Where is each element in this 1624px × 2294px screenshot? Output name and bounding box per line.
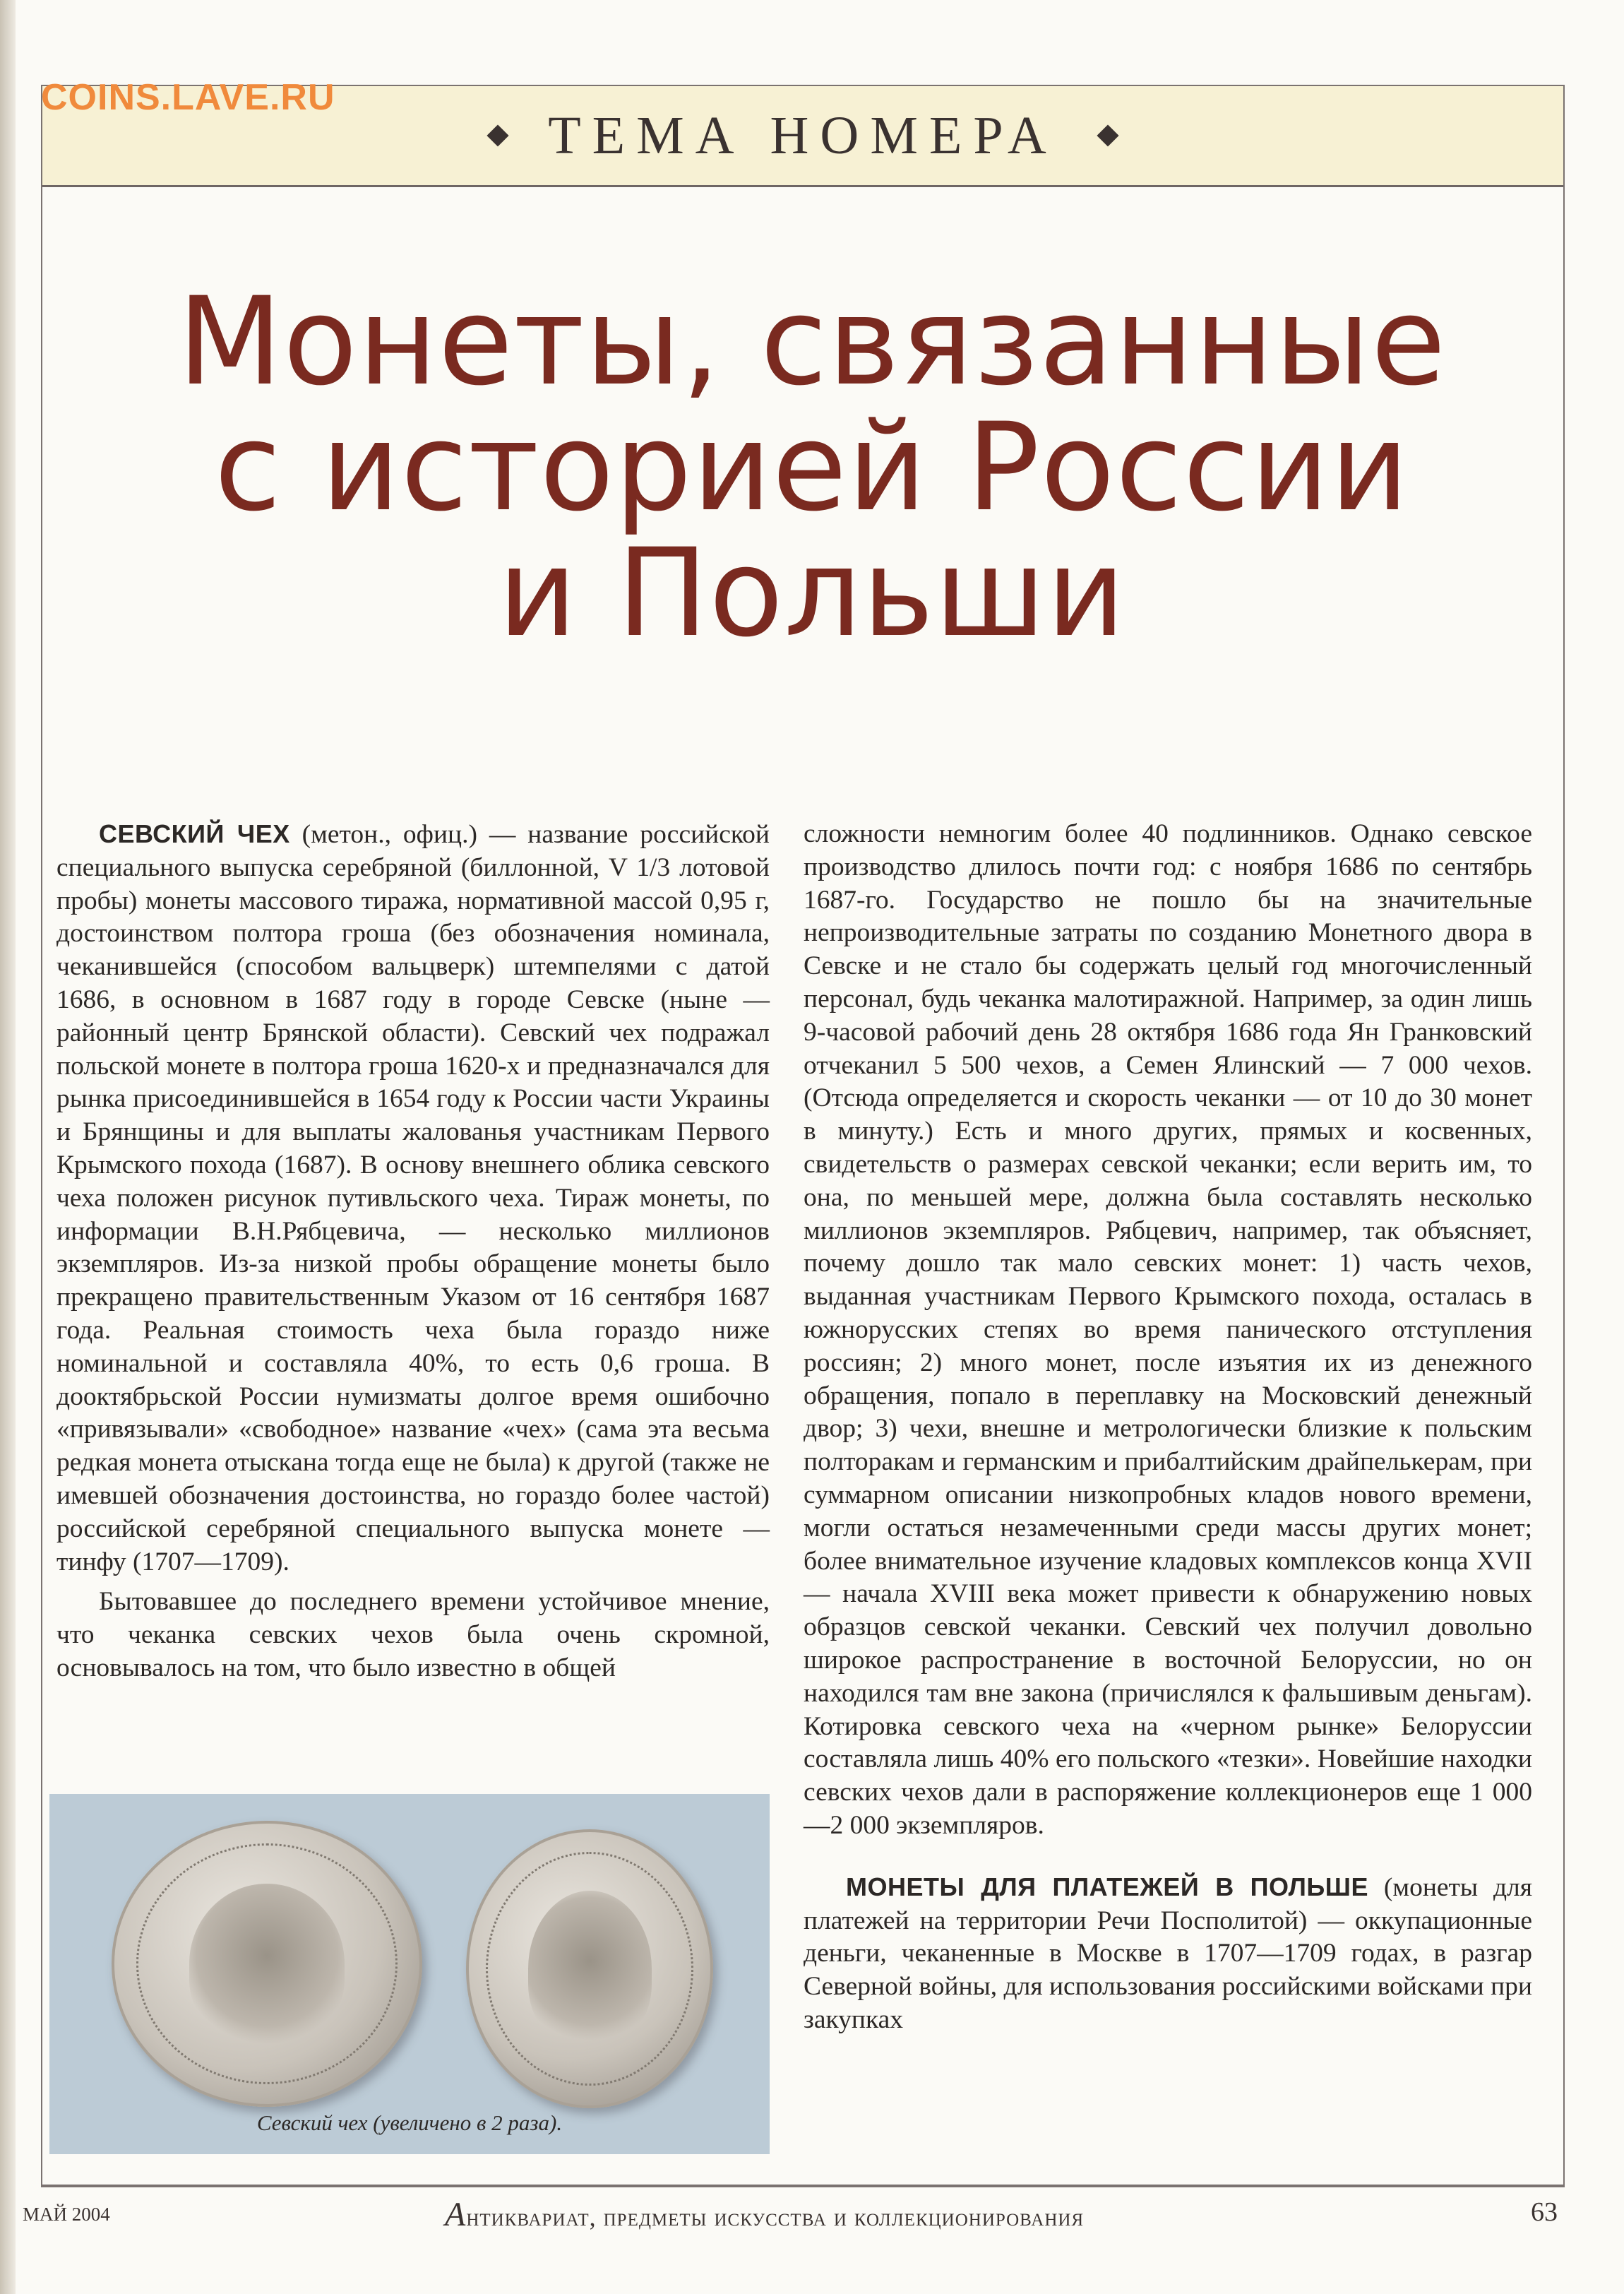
magazine-name-initial: А: [445, 2196, 467, 2233]
diamond-ornament-left: [487, 124, 509, 146]
coin-reverse-image: [466, 1829, 713, 2108]
coin-photo: [49, 1794, 770, 2154]
text-column-left: [56, 818, 770, 1685]
article-paragraph: [804, 1871, 1532, 2037]
article-paragraph: [56, 818, 770, 1579]
entry-body: (метон., офиц.) — название российской специального выпуска серебряной (биллонной, V 1/3 лотовой пробы) монеты массового тиража, нормативной массой 0,95 г, достоинством полтора гроша (без обозначения номинала, чеканившейся (способом вальцверк) штемпелями с датой 1686, в основном в 1687 году в городе Севске (ныне — районный центр Брянской области). Севский чех подражал польской монете в полтора гроша 1620-х и предназначался для рынка присоединившейся в 1654 году к России части Украины и Брянщины и для выплаты жалованья участникам Первого Крымского похода (1687). В основу внешнего облика севского чеха положен рисунок путивльского чеха. Тираж монеты, по информации В.Н.Рябцевича, — несколько миллионов экземпляров. Из-за низкой пробы обращение монеты было прекращено правительственным Указом от 16 сентября 1687 года. Реальная стоимость чеха была гораздо ниже номинальной и составляла 40%, то есть 0,6 гроша. В дооктябрьской России нумизматы долгое время ошибочно «привязывали» «свободное» название «чех» (сама эта весьма редкая монета отыскана тогда еще не была) к другой (также не имевшей обозначения достоинства, но гораздо более частой) российской серебряной специального выпуска монете — тинфу (1707—1709).: [56, 820, 770, 1576]
site-watermark: COINS.LAVE.RU: [41, 77, 335, 118]
entry-heading: МОНЕТЫ ДЛЯ ПЛАТЕЖЕЙ В ПОЛЬШЕ: [846, 1872, 1368, 1901]
page-spine-shadow: [0, 0, 16, 2294]
article-title: [106, 271, 1518, 664]
rubric-title: ТЕМА НОМЕРА: [548, 105, 1058, 165]
title-line: Монеты, связанные: [177, 271, 1447, 412]
magazine-name: [445, 2195, 1084, 2234]
title-line: и Польши: [498, 522, 1126, 664]
issue-date: МАЙ 2004: [23, 2204, 110, 2225]
coin-obverse-image: [112, 1821, 422, 2107]
article-paragraph: Бытовавшее до последнего времени устойчивое мнение, что чеканка севских чехов была очень скромной, основывалось на том, что было известно в общей: [56, 1587, 770, 1682]
magazine-name-rest: нтиквариат, предметы искусства и коллекционирования: [466, 2203, 1085, 2231]
text-column-right: [804, 818, 1532, 2037]
title-line: с историей России: [214, 396, 1410, 538]
shield-device: [528, 1891, 652, 2047]
article-paragraph: сложности немногим более 40 подлинников. Однако севское производство длилось почти год: с ноября 1686 по сентябрь 1687-го. Государство не пошло бы на значительные непроизводительные затраты по созданию Монетного двора в Севске и не стало бы содержать целый год многочисленный персонал, будь чеканка малотиражной. Например, за один лишь 9-часовой рабочий день 28 октября 1686 года Ян Гранковский отчеканил 5 500 чехов, а Семен Ялинский — 7 000 чехов. (Отсюда определяется и скорость чеканки — от 10 до 30 монет в минуту.) Есть и много других, прямых и косвенных, свидетельств о размерах севской чеканки; если верить им, то она, по меньшей мере, должна была составлять несколько миллионов экземпляров. Рябцевич, например, так объясняет, почему дошло так мало севских монет: 1) часть чехов, выданная участникам Первого Крымского похода, осталась в южнорусских степях во время панического отступления россиян; 2) много монет, после изъятия их из денежного обращения, попало в переплавку на Московский денежный двор; 3) чехи, внешне и метрологически близкие к польским полторакам и германским и прибалтийским драйпелькерам, при суммарном описании низкопробных кладов нового времени, могли остаться незамеченными среди массы других монет; более внимательное изучение кладовых комплексов конца XVII — начала XVIII века может привести к обнаружению новых образцов севской чеканки. Севский чех получил довольно широкое распространение в восточной Белоруссии, но он находился там вне закона (причислялся к фальшивым деньгам). Котировка севского чеха на «черном рынке» Белоруссии составляла лишь 40% его польского «тезки». Новейшие находки севских чехов дали в распоряжение коллекционеров еще 1 000—2 000 экземпляров.: [804, 819, 1532, 1840]
photo-caption: Севский чех (увеличено в 2 раза).: [256, 2110, 563, 2135]
double-headed-eagle-device: [189, 1884, 345, 2044]
footer-rule: [41, 2186, 1565, 2187]
page-number: 63: [1531, 2197, 1558, 2227]
entry-body: (монеты для платежей на территории Речи Посполитой) — оккупационные деньги, чеканенные в Москве в 1707—1709 годах, в разгар Северной войны, для использования российскими войсками при закупках: [804, 1872, 1533, 2034]
diamond-ornament-right: [1097, 124, 1118, 146]
entry-heading: СЕВСКИЙ ЧЕХ: [99, 819, 290, 848]
